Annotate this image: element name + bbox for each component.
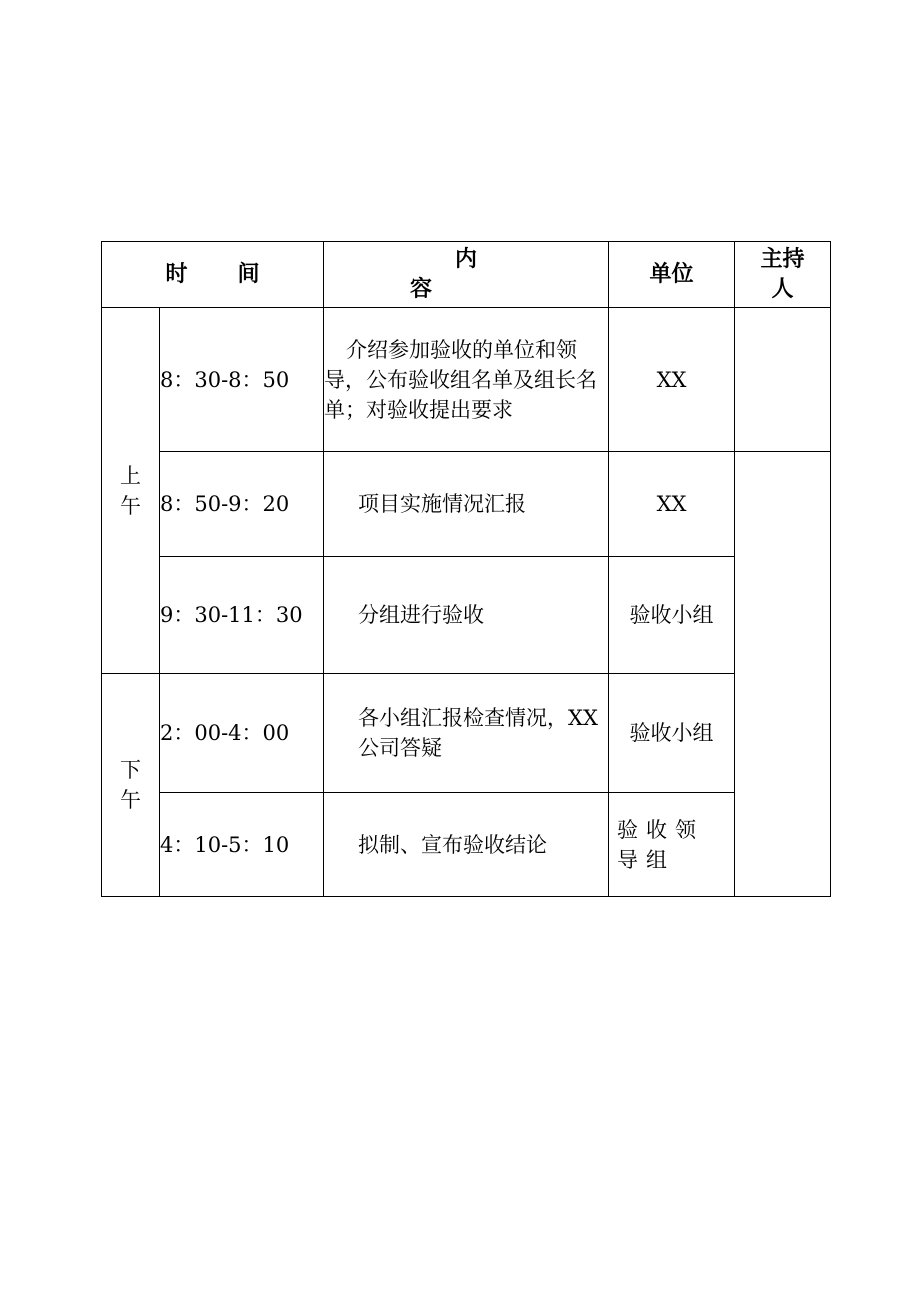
table-row [102, 793, 831, 897]
row-unit: 验收小组 [609, 674, 735, 793]
row-content: 项目实施情况汇报 [324, 452, 609, 557]
header-row [102, 242, 831, 308]
row-unit: XX [609, 308, 735, 452]
row-time: 9：30-11：30 [160, 557, 324, 674]
row-time: 2：00-4：00 [160, 674, 324, 793]
row-time: 4：10-5：10 [160, 793, 324, 897]
header-time: 时间 [102, 242, 324, 308]
row-unit: 验收领导组 [609, 793, 735, 897]
row-host [735, 308, 831, 452]
row-host-merged [735, 452, 831, 897]
row-content: 介绍参加验收的单位和领导，公布验收组名单及组长名单；对验收提出要求 [324, 308, 609, 452]
table-row [102, 674, 831, 793]
table-row [102, 452, 831, 557]
table-row [102, 308, 831, 452]
row-unit: 验收小组 [609, 557, 735, 674]
header-unit: 单位 [609, 242, 735, 308]
row-unit: XX [609, 452, 735, 557]
header-host: 主持人 [735, 242, 831, 308]
row-content: 各小组汇报检查情况，XX公司答疑 [324, 674, 609, 793]
table-row [102, 557, 831, 674]
header-content: 内容 [324, 242, 609, 308]
schedule-table [101, 241, 831, 897]
period-morning: 上午 [102, 308, 160, 674]
row-content: 拟制、宣布验收结论 [324, 793, 609, 897]
row-time: 8：50-9：20 [160, 452, 324, 557]
row-content: 分组进行验收 [324, 557, 609, 674]
period-afternoon: 下午 [102, 674, 160, 897]
row-time: 8：30-8：50 [160, 308, 324, 452]
